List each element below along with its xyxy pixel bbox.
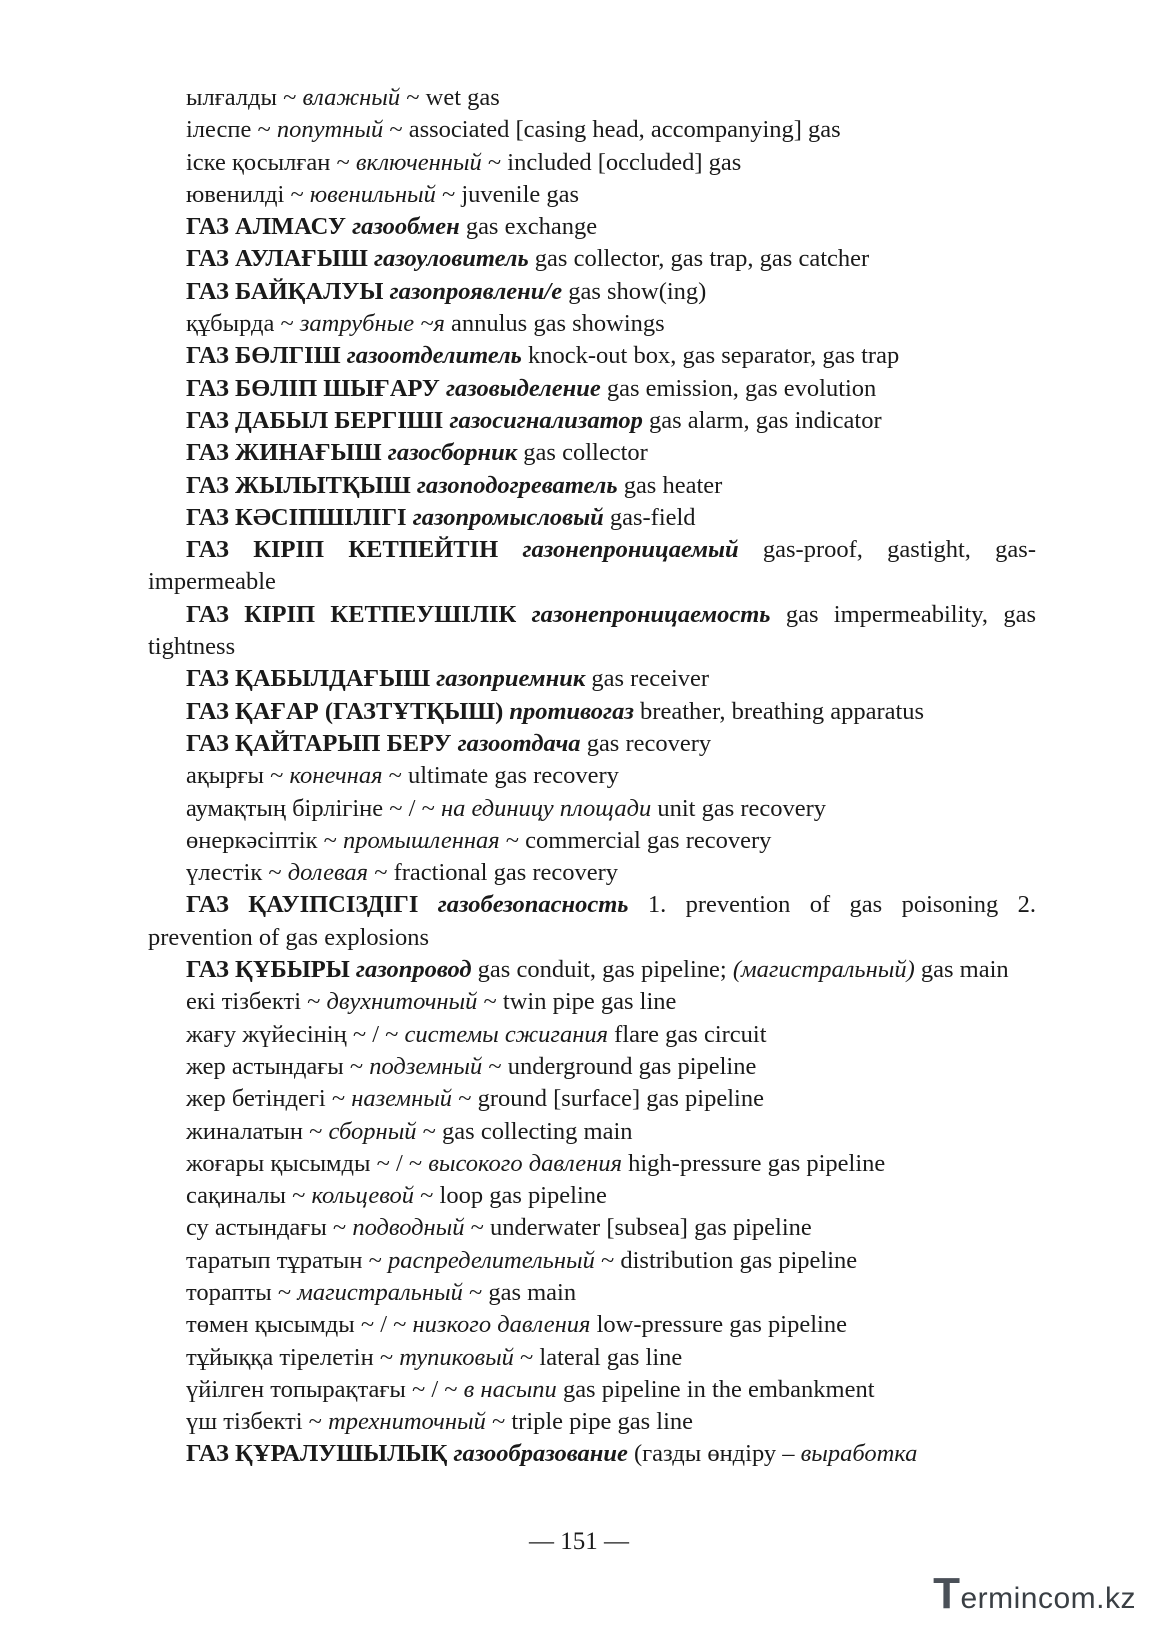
entry-text: жағу жүйесінің ~ / ~ xyxy=(186,1020,405,1048)
russian-term: сборный xyxy=(328,1117,417,1145)
russian-term: газоподогреватель xyxy=(416,471,618,499)
headword: ГАЗ ҚАУІПСІЗДІГІ xyxy=(186,891,438,919)
russian-term: газопроявлени/е xyxy=(389,277,563,305)
russian-term: в насыпи xyxy=(463,1375,557,1403)
headword: ГАЗ ҚАБЫЛДАҒЫШ xyxy=(186,665,437,693)
russian-term: газообразование xyxy=(453,1440,628,1468)
subentry xyxy=(148,1342,1036,1374)
subentry xyxy=(148,1019,1036,1051)
headword-entry xyxy=(148,954,1036,986)
headword-entry xyxy=(148,502,1036,534)
subentry xyxy=(148,825,1036,857)
headword-entry xyxy=(148,405,1036,437)
subentry xyxy=(148,1148,1036,1180)
entry-text: өнеркәсіптік ~ xyxy=(186,826,343,854)
russian-term: попутный xyxy=(276,116,384,144)
russian-term: наземный xyxy=(351,1085,453,1113)
russian-term: подземный xyxy=(369,1052,483,1080)
entry-text: ~ distribution gas pipeline xyxy=(594,1246,858,1274)
russian-term: промышленная xyxy=(342,826,500,854)
headword: ГАЗ ЖИНАҒЫШ xyxy=(186,439,388,467)
entry-text: үйілген топырақтағы ~ / ~ xyxy=(186,1375,464,1403)
headword-entry xyxy=(148,696,1036,728)
headword: ГАЗ БӨЛГІШ xyxy=(186,342,347,370)
russian-term: противогаз xyxy=(509,697,634,725)
headword: ГАЗ КӘСІПШІЛІГІ xyxy=(186,503,413,531)
entry-text: gas emission, gas evolution xyxy=(600,374,877,402)
entry-text: ~ juvenile gas xyxy=(435,180,580,208)
russian-term: газопромысловый xyxy=(412,503,604,531)
russian-term: ювенильный xyxy=(309,180,436,208)
russian-term: долевая xyxy=(287,859,369,887)
entry-text: ~ included [occluded] gas xyxy=(481,148,742,176)
entry-text: жиналатын ~ xyxy=(186,1117,329,1145)
russian-term: включенный xyxy=(355,148,482,176)
headword-entry xyxy=(148,437,1036,469)
subentry xyxy=(148,179,1036,211)
subentry xyxy=(148,1180,1036,1212)
headword-entry xyxy=(148,728,1036,760)
headword: ГАЗ ҚҰБЫРЫ xyxy=(186,956,356,984)
entry-text: құбырда ~ xyxy=(186,310,300,338)
subentry xyxy=(148,1245,1036,1277)
entry-text: gas heater xyxy=(617,471,723,499)
russian-term: газонепроницаемость xyxy=(531,600,771,628)
entry-text: таратып тұратын ~ xyxy=(186,1246,389,1274)
headword-entry xyxy=(148,534,1036,599)
russian-term: системы сжигания xyxy=(404,1020,609,1048)
entry-text: үлестік ~ xyxy=(186,859,288,887)
entry-text: ~ underground gas pipeline xyxy=(482,1052,757,1080)
entry-text: gas collector xyxy=(517,439,648,467)
subentry xyxy=(148,1406,1036,1438)
entry-text: gas-field xyxy=(603,503,696,531)
entry-text: (газды өндіру – xyxy=(627,1440,801,1468)
headword: ГАЗ АУЛАҒЫШ xyxy=(186,245,374,273)
entry-text: annulus gas showings xyxy=(444,310,665,338)
russian-term: газоприемник xyxy=(436,665,586,693)
termincom-logo xyxy=(933,1569,1136,1619)
entry-text: ~ underwater [subsea] gas pipeline xyxy=(464,1214,812,1242)
subentry xyxy=(148,1309,1036,1341)
russian-term: газообмен xyxy=(352,213,460,241)
entry-text: ~ triple pipe gas line xyxy=(485,1408,694,1436)
headword-entry xyxy=(148,470,1036,502)
entry-text: gas recovery xyxy=(580,729,712,757)
entry-text: gas main xyxy=(914,956,1009,984)
entry-text: жер бетіндегі ~ xyxy=(186,1085,352,1113)
russian-term: газонепроницаемый xyxy=(522,536,739,564)
subentry xyxy=(148,82,1036,114)
russian-term: конечная xyxy=(289,762,383,790)
headword-entry xyxy=(148,276,1036,308)
entry-text: flare gas circuit xyxy=(608,1020,767,1048)
headword: ГАЗ ДАБЫЛ БЕРГІШІ xyxy=(186,406,450,434)
headword: ГАЗ КІРІП КЕТПЕУШІЛІК xyxy=(186,600,532,628)
entry-text: сақиналы ~ xyxy=(186,1182,312,1210)
entry-text: ~ gas collecting main xyxy=(416,1117,633,1145)
russian-term: кольцевой xyxy=(311,1182,415,1210)
entry-text: gas impermeability, gas tightness xyxy=(148,600,1036,661)
russian-term: газосигнализатор xyxy=(449,406,643,434)
entry-text: knock-out box, gas separator, gas trap xyxy=(521,342,900,370)
entry-text: ~ gas main xyxy=(462,1278,577,1306)
russian-term: газоуловитель xyxy=(373,245,529,273)
subentry xyxy=(148,1212,1036,1244)
headword-entry xyxy=(148,889,1036,954)
entry-text: gas receiver xyxy=(585,665,710,693)
entry-text: ~ ultimate gas recovery xyxy=(382,762,619,790)
entry-text: gas-proof, gastight, gas-impermeable xyxy=(148,536,1036,596)
headword: ГАЗ КІРІП КЕТПЕЙТІН xyxy=(186,536,523,564)
russian-term: влажный xyxy=(302,84,401,111)
russian-term: выработка xyxy=(800,1440,918,1468)
headword-entry xyxy=(148,373,1036,405)
page-number: — 151 — xyxy=(529,1528,629,1555)
entry-text: gas alarm, gas indicator xyxy=(642,406,882,434)
entry-text: ~ loop gas pipeline xyxy=(414,1182,607,1210)
entry-text: 1. prevention of gas poisoning 2. prevention of gas explosions xyxy=(148,891,1036,951)
entry-text: high-pressure gas pipeline xyxy=(621,1149,886,1177)
entry-text: су астындағы ~ xyxy=(186,1214,353,1242)
headword: ГАЗ ҚАҒАР (ГАЗТҰТҚЫШ) xyxy=(186,697,510,725)
subentry xyxy=(148,1083,1036,1115)
russian-term: подводный xyxy=(352,1214,465,1242)
entry-text: gas conduit, gas pipeline; xyxy=(471,956,733,984)
entry-text: breather, breathing apparatus xyxy=(633,697,925,725)
entry-text: жоғары қысымды ~ / ~ xyxy=(186,1149,429,1177)
headword-entry xyxy=(148,1438,1036,1470)
headword: ГАЗ БАЙҚАЛУЫ xyxy=(186,277,390,305)
headword: ГАЗ ЖЫЛЫТҚЫШ xyxy=(186,471,417,499)
russian-term: низкого давления xyxy=(412,1311,591,1339)
entry-text: low-pressure gas pipeline xyxy=(590,1311,847,1339)
russian-term: газовыделение xyxy=(446,374,601,402)
entry-text: ~ twin pipe gas line xyxy=(477,988,677,1016)
russian-term: газосборник xyxy=(387,439,518,467)
headword-entry xyxy=(148,599,1036,664)
entry-text: ылғалды ~ xyxy=(186,84,303,111)
entry-text: ~ fractional gas recovery xyxy=(368,859,619,887)
headword: ГАЗ ҚҰРАЛУШЫЛЫҚ xyxy=(186,1440,454,1468)
entry-text: gas show(ing) xyxy=(562,277,707,305)
entry-text: ілеспе ~ xyxy=(186,116,277,144)
russian-term: на единицу площади xyxy=(440,794,652,822)
russian-term: затрубные ~я xyxy=(299,310,445,338)
entry-text: gas exchange xyxy=(459,213,598,241)
russian-term: тупиковый xyxy=(399,1343,514,1371)
entry-text: ювенилді ~ xyxy=(186,180,310,208)
headword-entry xyxy=(148,663,1036,695)
subentry xyxy=(148,1374,1036,1406)
entry-text: тұйыққа тірелетін ~ xyxy=(186,1343,400,1371)
subentry xyxy=(148,1051,1036,1083)
russian-term: (магистральный) xyxy=(732,956,915,984)
entry-text: торапты ~ xyxy=(186,1278,298,1306)
subentry xyxy=(148,1116,1036,1148)
entry-text: ~ wet gas xyxy=(400,84,500,111)
headword: ГАЗ БӨЛІП ШЫҒАРУ xyxy=(186,374,446,402)
entry-text: аумақтың бірлігіне ~ / ~ xyxy=(186,794,441,822)
headword-entry xyxy=(148,211,1036,243)
subentry xyxy=(148,308,1036,340)
russian-term: газоотделитель xyxy=(346,342,522,370)
entry-text: үш тізбекті ~ xyxy=(186,1408,329,1436)
entry-text: төмен қысымды ~ / ~ xyxy=(186,1311,413,1339)
subentry xyxy=(148,760,1036,792)
subentry xyxy=(148,1277,1036,1309)
entry-text: ~ lateral gas line xyxy=(513,1343,683,1371)
dictionary-page xyxy=(148,82,1036,1471)
entry-text: gas pipeline in the embankment xyxy=(556,1375,875,1403)
russian-term: газобезопасность xyxy=(437,891,629,919)
subentry xyxy=(148,147,1036,179)
headword-entry xyxy=(148,243,1036,275)
subentry xyxy=(148,986,1036,1018)
subentry xyxy=(148,793,1036,825)
entry-text: ~ ground [surface] gas pipeline xyxy=(452,1085,764,1113)
entry-text: екі тізбекті ~ xyxy=(186,988,327,1016)
headword-entry xyxy=(148,340,1036,372)
headword: ГАЗ АЛМАСУ xyxy=(186,213,353,241)
logo-letter: T xyxy=(933,1569,961,1618)
entry-text: ~ associated [casing head, accompanying] gas xyxy=(383,116,841,144)
headword: ГАЗ ҚАЙТАРЫП БЕРУ xyxy=(186,729,458,757)
subentry xyxy=(148,114,1036,146)
russian-term: газоотдача xyxy=(457,729,581,757)
entry-text: gas collector, gas trap, gas catcher xyxy=(528,245,870,273)
entry-text: ақырғы ~ xyxy=(186,762,290,790)
entry-text: іске қосылған ~ xyxy=(186,148,356,176)
russian-term: газопровод xyxy=(355,956,472,984)
entry-text: ~ commercial gas recovery xyxy=(499,826,772,854)
entry-text: unit gas recovery xyxy=(651,794,827,822)
russian-term: трехниточный xyxy=(328,1408,486,1436)
russian-term: двухниточный xyxy=(326,988,478,1016)
entry-text: жер астындағы ~ xyxy=(186,1052,370,1080)
subentry xyxy=(148,857,1036,889)
logo-text: ermincom.kz xyxy=(960,1582,1136,1615)
russian-term: магистральный xyxy=(297,1278,463,1306)
russian-term: распределительный xyxy=(388,1246,595,1274)
russian-term: высокого давления xyxy=(428,1149,622,1177)
